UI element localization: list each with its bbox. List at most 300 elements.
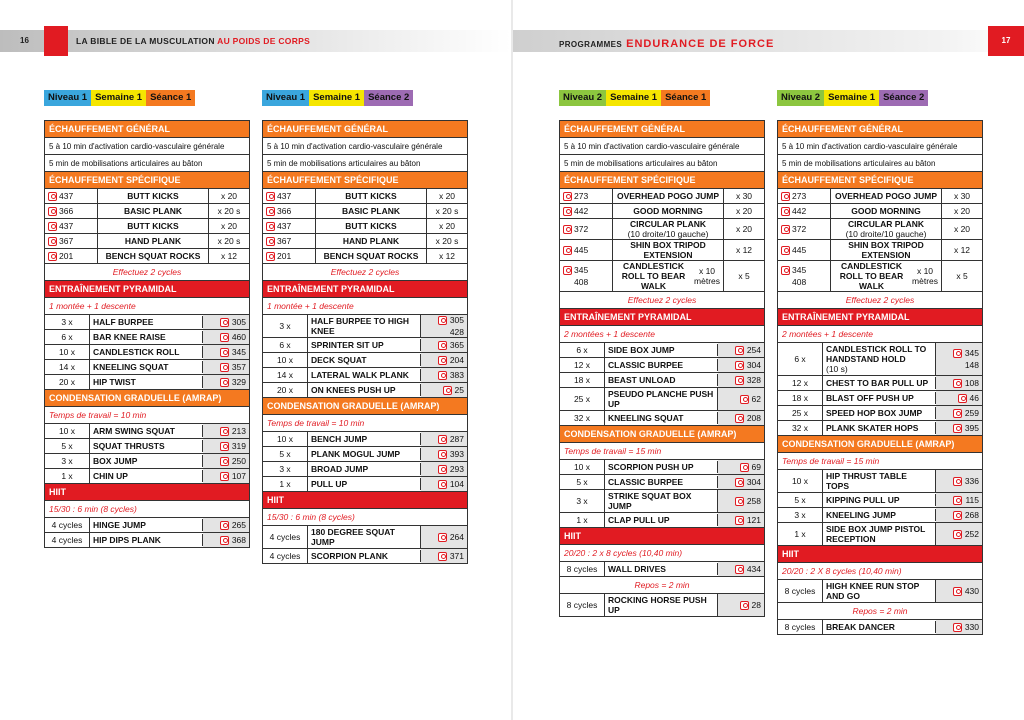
amrap-note: Temps de travail = 15 min: [778, 453, 982, 470]
exercise-name: [98, 204, 209, 218]
section-title-specific-warmup: ÉCHAUFFEMENT SPÉCIFIQUE: [778, 172, 982, 189]
table-row: [560, 513, 764, 528]
exercise-name-text: BREAK DANCER: [826, 622, 895, 632]
exercise-name-text: KIPPING PULL UP: [826, 495, 900, 505]
table-row: [560, 261, 764, 292]
exercise-quantity: 3 x: [263, 315, 308, 337]
page-ref: [718, 594, 764, 616]
page-ref-line: [781, 265, 806, 275]
exercise-name-text: WALL DRIVES: [608, 564, 666, 574]
book-page-icon: [220, 521, 229, 530]
book-page-icon: [220, 472, 229, 481]
table-row: [263, 219, 467, 234]
exercise-name: [831, 189, 942, 203]
page-ref: [203, 330, 249, 344]
chapter-name: ENDURANCE DE FORCE: [626, 38, 775, 50]
page-ref: [203, 315, 249, 329]
page-ref-line: [953, 378, 979, 388]
table-row: [778, 406, 982, 421]
book-page-icon: [220, 427, 229, 436]
exercise-name-text: CLASSIC BURPEE: [608, 360, 684, 370]
table-row: [45, 249, 249, 264]
exercise-name-text: SQUAT THRUSTS: [93, 441, 165, 451]
exercise-quantity: 3 x: [45, 315, 90, 329]
section-title-amrap: CONDENSATION GRADUELLE (AMRAP): [560, 426, 764, 443]
table-row: [45, 454, 249, 469]
page-number-ref: 265: [231, 520, 246, 530]
page-ref: [421, 549, 467, 563]
page-number-ref: 434: [746, 564, 761, 574]
table-row: [778, 189, 982, 204]
exercise-name: [316, 204, 427, 218]
book-page-icon: [735, 376, 744, 385]
exercise-name-text: HAND PLANK: [342, 236, 400, 246]
page-ref-line: [48, 221, 73, 231]
exercise-name: [90, 440, 203, 452]
hiit-note: 15/30 : 6 min (8 cycles): [45, 501, 249, 518]
table-row: [263, 462, 467, 477]
warmup-general-item: 5 min de mobilisations articulaires au bâton: [778, 155, 982, 172]
page-ref-line: [48, 251, 73, 261]
exercise-name: [823, 377, 936, 389]
page-ref-line: [740, 462, 761, 472]
exercise-name: [308, 550, 421, 562]
exercise-quantity: 12 x: [560, 358, 605, 372]
program-tags: [559, 90, 765, 106]
page-ref: [263, 189, 316, 203]
exercise-name-text: 180 DEGREE SQUAT JUMP: [311, 527, 395, 547]
table-row: [45, 360, 249, 375]
exercise-quantity: x 20: [735, 206, 753, 216]
page-number-ref: 148: [964, 360, 979, 370]
exercise-quantity: 8 cycles: [778, 580, 823, 602]
exercise-name: [308, 433, 421, 445]
exercise-name-text: HALF BURPEE: [93, 317, 154, 327]
page-ref: [421, 338, 467, 352]
exercise-name-text: BASIC PLANK: [341, 206, 401, 216]
page-number-ref: 395: [964, 423, 979, 433]
page-ref-line: [438, 315, 464, 325]
page-ref: [936, 620, 982, 634]
page-number-ref: 408: [792, 277, 807, 287]
book-page-icon: [48, 192, 57, 201]
program-table: [777, 120, 983, 635]
page-number-ref: 208: [746, 413, 761, 423]
exercise-name-text: SPEED HOP BOX JUMP: [826, 408, 923, 418]
table-row: [778, 508, 982, 523]
exercise-name-text: DECK SQUAT: [311, 355, 367, 365]
exercise-name: [308, 448, 421, 460]
exercise-name-text: ROCKING HORSE PUSH UP: [608, 595, 707, 615]
exercise-name-text: HIGH KNEE RUN STOP AND GO: [826, 581, 920, 601]
level-tag: Niveau 2: [777, 90, 824, 106]
page-ref-line: [735, 477, 761, 487]
page-number-ref: 305: [449, 315, 464, 325]
page-ref-line: [735, 564, 761, 574]
section-title-pyramid: ENTRAÎNEMENT PYRAMIDAL: [263, 281, 467, 298]
page-ref: [203, 345, 249, 359]
exercise-name: [605, 344, 718, 356]
page-number-ref: 445: [792, 245, 807, 255]
book-page-icon: [220, 442, 229, 451]
page-number-ref: 252: [964, 529, 979, 539]
exercise-name-text: BENCH JUMP: [311, 434, 368, 444]
warmup-general-item: 5 à 10 min d'activation cardio-vasculaire générale: [778, 138, 982, 155]
page-number-ref: 430: [964, 586, 979, 596]
program-column-2: [262, 90, 468, 564]
exercise-name-text: BENCH SQUAT ROCKS: [105, 251, 201, 261]
table-row: [45, 330, 249, 345]
book-page-icon: [735, 346, 744, 355]
page-ref: [560, 261, 613, 291]
section-title-general-warmup: ÉCHAUFFEMENT GÉNÉRAL: [778, 121, 982, 138]
book-page-icon: [781, 246, 790, 255]
page-ref: [936, 406, 982, 420]
exercise-quantity: 10 x: [560, 460, 605, 474]
exercise-detail: (10 droite/10 gauche): [845, 229, 927, 239]
page-ref-line: [266, 221, 291, 231]
table-row: [560, 411, 764, 426]
page-number-ref: 383: [449, 370, 464, 380]
exercise-name: [823, 509, 936, 521]
exercise-quantity: 8 cycles: [778, 620, 823, 634]
week-tag: Semaine 1: [91, 90, 146, 106]
page-ref-line: [48, 206, 73, 216]
program-table: [44, 120, 250, 548]
page-ref-line: [266, 191, 291, 201]
table-row: [560, 460, 764, 475]
exercise-name-text: BOX JUMP: [93, 456, 138, 466]
exercise-quantity: 10 x: [263, 432, 308, 446]
page-ref-line: [438, 551, 464, 561]
exercise-name: [90, 346, 203, 358]
exercise-name-text: KNEELING JUMP: [826, 510, 896, 520]
page-ref-line: [953, 529, 979, 539]
book-page-icon: [958, 394, 967, 403]
exercise-quantity: x 20 s: [435, 206, 459, 216]
exercise-quantity: x 12: [438, 251, 456, 261]
section-title-general-warmup: ÉCHAUFFEMENT GÉNÉRAL: [263, 121, 467, 138]
page-ref-line: [953, 423, 979, 433]
section-title-general-warmup: ÉCHAUFFEMENT GÉNÉRAL: [45, 121, 249, 138]
page-number-ref: 250: [231, 456, 246, 466]
page-ref: [203, 375, 249, 389]
exercise-name-text: KNEELING SQUAT: [608, 413, 684, 423]
exercise-name: [90, 331, 203, 343]
warmup-general-item: 5 min de mobilisations articulaires au bâton: [560, 155, 764, 172]
book-page-icon: [781, 225, 790, 234]
exercise-name: [605, 490, 718, 512]
page-ref: [203, 439, 249, 453]
exercise-name-text: OVERHEAD POGO JUMP: [616, 191, 720, 201]
page-number-ref: 329: [231, 377, 246, 387]
page-ref: [421, 477, 467, 491]
section-title-hiit: HIIT: [45, 484, 249, 501]
page-ref: [718, 475, 764, 489]
page-ref: [778, 261, 831, 291]
page-ref: [203, 424, 249, 438]
exercise-name-text: ARM SWING SQUAT: [93, 426, 176, 436]
page-ref: [45, 234, 98, 248]
table-row: [560, 475, 764, 490]
page-ref-line: [563, 245, 588, 255]
page-number-ref: 121: [746, 515, 761, 525]
book-page-icon: [953, 530, 962, 539]
table-row: [560, 240, 764, 261]
exercise-name: [613, 240, 724, 260]
page-ref-line: [735, 375, 761, 385]
page-ref-line: [438, 434, 464, 444]
exercise-quantity: x 12: [735, 245, 753, 255]
exercise-name: [823, 580, 936, 602]
page-ref: [560, 204, 613, 218]
exercise-quantity: 18 x: [778, 391, 823, 405]
chapter-label: PROGRAMMES: [559, 40, 623, 49]
page-number-ref: 69: [751, 462, 761, 472]
table-row: [778, 391, 982, 406]
exercise-name: [605, 412, 718, 424]
page-number-ref: 25: [454, 385, 464, 395]
book-page-icon: [220, 333, 229, 342]
book-page-icon: [563, 246, 572, 255]
exercise-quantity: 8 cycles: [560, 562, 605, 576]
exercise-quantity: 25 x: [778, 406, 823, 420]
page-ref: [45, 219, 98, 233]
page-ref-line: [438, 464, 464, 474]
exercise-name: [308, 339, 421, 351]
table-row: [263, 526, 467, 549]
page-ref: [778, 204, 831, 218]
page-ref: [936, 391, 982, 405]
page-ref: [936, 343, 982, 375]
page-ref-line: [438, 449, 464, 459]
page-ref: [718, 373, 764, 387]
page-number-ref: 437: [59, 221, 74, 231]
program-tags: [44, 90, 250, 106]
page-ref: [421, 353, 467, 367]
rest-note: Repos = 2 min: [560, 577, 764, 594]
book-page-icon: [735, 516, 744, 525]
page-ref: [421, 383, 467, 397]
session-tag: Séance 2: [364, 90, 413, 106]
exercise-name: [90, 534, 203, 546]
exercise-quantity: 5 x: [263, 447, 308, 461]
exercise-quantity: 1 x: [263, 477, 308, 491]
page-ref-line: [220, 347, 246, 357]
page-number-ref: 460: [231, 332, 246, 342]
page-ref-line: [220, 426, 246, 436]
exercise-name: [316, 219, 427, 233]
page-ref: [45, 189, 98, 203]
exercise-name-text: HAND PLANK: [124, 236, 182, 246]
exercise-name: [90, 455, 203, 467]
page-ref-line: [563, 206, 588, 216]
page-number-ref: 368: [231, 535, 246, 545]
book-page-icon: [563, 266, 572, 275]
book-page-icon: [953, 496, 962, 505]
page-ref-line: [438, 340, 464, 350]
page-number-ref: 115: [965, 495, 979, 505]
exercise-name-text: SIDE BOX JUMP: [608, 345, 675, 355]
exercise-detail: (10 droite/10 gauche): [627, 229, 709, 239]
exercise-name: [823, 422, 936, 434]
page-ref: [778, 189, 831, 203]
exercise-name: [316, 249, 427, 263]
program-table: [262, 120, 468, 564]
page-number-ref: 345: [964, 348, 979, 358]
page-ref: [203, 518, 249, 532]
program-column-3: [559, 90, 765, 617]
page-ref-line: [953, 586, 979, 596]
table-row: [45, 315, 249, 330]
book-page-icon: [438, 316, 447, 325]
exercise-name-text: BASIC PLANK: [123, 206, 183, 216]
page-ref: [936, 493, 982, 507]
page-ref-line: [220, 441, 246, 451]
exercise-name: [90, 361, 203, 373]
page-ref-line: [438, 370, 464, 380]
exercise-quantity: x 20: [220, 221, 238, 231]
page-number-ref: 345: [231, 347, 246, 357]
page-ref: [936, 523, 982, 545]
page-ref-line: [266, 206, 291, 216]
book-page-icon: [953, 477, 962, 486]
exercise-quantity: x 5: [738, 271, 750, 281]
page-ref: [936, 421, 982, 435]
page-ref: [203, 360, 249, 374]
exercise-name: [98, 219, 209, 233]
pyramid-note: 2 montées + 1 descente: [560, 326, 764, 343]
program-tags: [777, 90, 983, 106]
page-ref-line: [220, 520, 246, 530]
exercise-quantity: 25 x: [560, 388, 605, 410]
page-ref-line: [735, 345, 761, 355]
hiit-note: 15/30 : 6 min (8 cycles): [263, 509, 467, 526]
page-number-ref: 201: [277, 251, 292, 261]
page-ref-line: [443, 385, 464, 395]
exercise-name-text: BLAST OFF PUSH UP: [826, 393, 914, 403]
book-page-icon: [438, 480, 447, 489]
section-title-specific-warmup: ÉCHAUFFEMENT SPÉCIFIQUE: [263, 172, 467, 189]
exercise-quantity: x 30: [953, 191, 971, 201]
page-ref-line: [740, 394, 761, 404]
exercise-name: [90, 470, 203, 482]
book-page-icon: [48, 252, 57, 261]
page-ref-line: [953, 348, 979, 358]
exercise-name-text: KNEELING SQUAT: [93, 362, 169, 372]
level-tag: Niveau 2: [559, 90, 606, 106]
book-page-icon: [735, 478, 744, 487]
book-page-icon: [953, 511, 962, 520]
exercise-name-text: PLANK MOGUL JUMP: [311, 449, 401, 459]
exercise-quantity: 6 x: [263, 338, 308, 352]
exercise-name: [90, 316, 203, 328]
exercise-quantity: 6 x: [560, 343, 605, 357]
page-number-ref: 104: [449, 479, 464, 489]
book-page-icon: [220, 536, 229, 545]
page-number-ref: 204: [449, 355, 464, 365]
exercise-name: [823, 343, 936, 375]
page-number-ref: 62: [751, 394, 761, 404]
page-ref-line: [220, 471, 246, 481]
table-row: [560, 388, 764, 411]
exercise-name: [308, 463, 421, 475]
right-page: [513, 0, 1024, 720]
page-ref: [936, 580, 982, 602]
page-number-ref: 328: [746, 375, 761, 385]
page-ref-line: [953, 476, 979, 486]
exercise-name-text: BUTT KICKS: [127, 191, 179, 201]
session-tag: Séance 1: [661, 90, 710, 106]
exercise-name: [823, 621, 936, 633]
exercise-quantity: x 12: [220, 251, 238, 261]
exercise-quantity: 6 x: [45, 330, 90, 344]
page-ref-line: [220, 332, 246, 342]
book-page-icon: [443, 386, 452, 395]
page-number-ref: 345: [792, 265, 807, 275]
book-page-icon: [781, 192, 790, 201]
page-ref: [718, 358, 764, 372]
book-page-icon: [953, 349, 962, 358]
exercise-name-text: CANDLESTICK ROLL TO BEAR WALK: [621, 261, 686, 291]
page-ref-line: [735, 360, 761, 370]
table-row: [560, 189, 764, 204]
page-number-ref: 201: [59, 251, 74, 261]
exercise-quantity: 10 x: [45, 424, 90, 438]
page-ref: [936, 470, 982, 492]
level-tag: Niveau 1: [44, 90, 91, 106]
cycles-note: Effectuez 2 cycles: [778, 292, 982, 309]
exercise-name-text: CHIN UP: [93, 471, 128, 481]
exercise-name: [98, 189, 209, 203]
amrap-note: Temps de travail = 15 min: [560, 443, 764, 460]
book-page-icon: [953, 379, 962, 388]
exercise-quantity: 10 x: [778, 470, 823, 492]
section-title-pyramid: ENTRAÎNEMENT PYRAMIDAL: [560, 309, 764, 326]
week-tag: Semaine 1: [824, 90, 879, 106]
book-page-icon: [266, 222, 275, 231]
table-row: [560, 343, 764, 358]
table-row: [263, 477, 467, 492]
exercise-name-text: CANDLESTICK ROLL: [93, 347, 180, 357]
exercise-name-text: BENCH SQUAT ROCKS: [323, 251, 419, 261]
page-ref-line: [958, 393, 979, 403]
page-number-ref: 258: [746, 496, 761, 506]
exercise-quantity: x 20 s: [217, 206, 241, 216]
exercise-quantity: 32 x: [778, 421, 823, 435]
page-number-ref: 213: [231, 426, 246, 436]
exercise-quantity: 1 x: [45, 469, 90, 483]
exercise-quantity: x 20: [735, 224, 753, 234]
page-ref: [45, 204, 98, 218]
page-ref: [560, 219, 613, 239]
page-number-ref: 366: [277, 206, 292, 216]
book-page-icon: [266, 207, 275, 216]
page-number-ref: 366: [59, 206, 74, 216]
exercise-quantity: 4 cycles: [263, 549, 308, 563]
page-number-ref: 330: [964, 622, 979, 632]
book-page-icon: [740, 463, 749, 472]
exercise-name-text: BUTT KICKS: [345, 221, 397, 231]
table-row: [263, 204, 467, 219]
program-column-1: [44, 90, 250, 548]
page-ref-line: [781, 224, 806, 234]
page-number-ref: 305: [231, 317, 246, 327]
exercise-quantity: 3 x: [45, 454, 90, 468]
exercise-name: [308, 384, 421, 396]
exercise-name: [605, 476, 718, 488]
exercise-detail: x 10 mètres: [694, 266, 721, 286]
